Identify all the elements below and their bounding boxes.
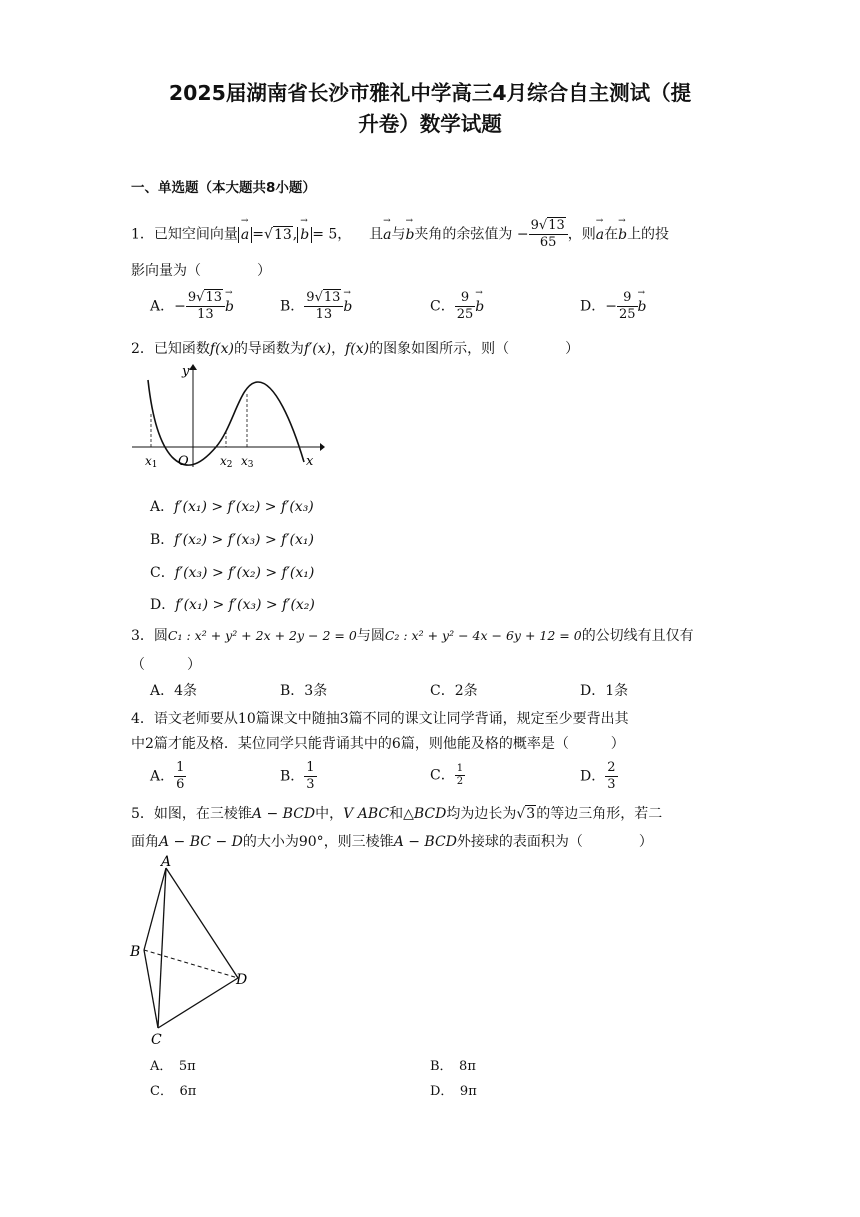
vector-a-2: → a	[383, 227, 391, 243]
x1-label-sub: 1	[151, 460, 158, 470]
x2-label-sub: 2	[226, 460, 233, 470]
vertex-d-label: D	[236, 972, 248, 988]
option-label: A．	[150, 499, 175, 515]
q3-text-c: 的公切线有且仅有	[581, 628, 694, 644]
frac-num: 2	[607, 760, 616, 775]
frac-den: 25	[618, 307, 636, 322]
q5-text-b: 中，	[315, 806, 344, 822]
q1-cos-den: 65	[539, 235, 557, 250]
vector-b: → b	[475, 299, 484, 315]
option-sign: −	[605, 298, 617, 315]
origin-label: O	[178, 454, 189, 469]
q5-text-g: 的大小为	[242, 834, 299, 850]
option-expr: f′(x₁) > f′(x₃) > f′(x₂)	[175, 597, 315, 613]
option-fraction	[455, 763, 465, 788]
page-title-line2: 升卷）数学试题	[358, 112, 502, 136]
q2-line1	[131, 338, 579, 358]
x-axis-label: x	[306, 454, 314, 469]
option-label: D．	[580, 768, 606, 785]
frac-coef: 9	[187, 290, 197, 305]
option-fraction: $\frac{9√13}{13}$	[304, 290, 343, 323]
q5-root3: 3	[526, 806, 536, 822]
q1-tail3: 上的投	[627, 226, 670, 243]
q5-triangle-bcd: △BCD	[403, 806, 447, 822]
q2-function-graph	[130, 362, 325, 470]
frac-num: 1	[176, 760, 185, 775]
frac-den: 25	[456, 307, 474, 322]
q3-option-c[interactable]: C．2条	[430, 683, 478, 699]
frac-num: 9	[617, 290, 638, 307]
q5-text-i: 外接球的表面积为（ ）	[456, 834, 653, 850]
q3-text-a: 3．圆	[131, 628, 168, 644]
q1-option-b[interactable]	[280, 290, 352, 323]
vertex-b-label: B	[130, 944, 141, 960]
q2-option-c[interactable]	[150, 562, 314, 582]
q5-option-c[interactable]: C． 6π	[150, 1084, 197, 1099]
function-curve	[148, 380, 304, 465]
q5-option-a[interactable]: A． 5π	[150, 1059, 196, 1074]
vector-b: → b	[638, 299, 647, 315]
q2-fx-2: f(x)	[345, 341, 370, 357]
x2-label-base: x	[220, 454, 227, 468]
q2-text-a: 2．已知函数	[131, 341, 210, 357]
q4-option-c[interactable]	[430, 763, 465, 788]
vector-b: → b	[225, 299, 234, 315]
q5-text-a: 5．如图，在三棱锥	[131, 806, 252, 822]
frac-den: 6	[176, 777, 185, 792]
x3-label-sub: 3	[247, 460, 254, 470]
x-axis-arrow	[320, 443, 325, 451]
q1-option-c[interactable]	[430, 290, 484, 323]
y-axis-label: y	[182, 364, 190, 379]
edge-bd-hidden	[144, 950, 238, 978]
q1-cos-coef: 9	[530, 218, 539, 233]
q2-fx: f(x)	[209, 341, 234, 357]
frac-coef: 9	[306, 290, 315, 305]
q5-pyramid-2: A − BCD	[393, 834, 457, 850]
q2-option-a[interactable]	[150, 496, 314, 516]
q5-line1: 5．如图，在三棱锥A − BCD中，V ABC和△BCD均为边长为√3的等边三角形，若二	[131, 806, 663, 822]
q1-cos-root: 13	[548, 218, 565, 233]
vertex-a-label: A	[161, 854, 172, 870]
x3-label	[241, 454, 254, 470]
q2-text-b: 的导函数为	[233, 341, 304, 357]
q3-option-b[interactable]: B．3条	[280, 683, 328, 699]
q1-option-d[interactable]	[580, 290, 646, 323]
q3-circle2: C₂ : x² + y² − 4x − 6y + 12 = 0	[384, 628, 582, 643]
q1-line2: 影向量为（ ）	[131, 263, 271, 279]
q1-eq2: = 5，	[312, 226, 352, 243]
q3-line1	[131, 625, 694, 645]
x2-label	[220, 454, 233, 470]
option-label: C．	[430, 767, 455, 784]
frac-den: 13	[315, 307, 333, 322]
option-fraction	[174, 760, 186, 793]
q2-text-c: ，	[331, 341, 346, 357]
frac-den: 3	[306, 777, 315, 792]
option-label: B．	[150, 532, 175, 548]
option-fraction: $\frac{9√13}{13}$	[186, 290, 225, 323]
option-expr: f′(x₁) > f′(x₂) > f′(x₃)	[174, 499, 314, 515]
option-fraction	[455, 290, 476, 323]
frac-root: 13	[323, 290, 341, 305]
q1-line1: 1．已知空间向量→ a =√13,→ b = 5， 且→ a与→ b夹角的余弦值为 − $\frac{9√13}{65}$ ，则→ a在→ b上的投	[131, 218, 669, 251]
frac-num: 1	[456, 763, 464, 774]
q5-option-b[interactable]: B． 8π	[430, 1059, 476, 1074]
q1-mid2: 与	[391, 226, 406, 243]
section-heading: 一、单选题（本大题共8小题）	[131, 180, 316, 196]
x1-label-base: x	[145, 454, 152, 468]
q1-comma: ,	[292, 226, 298, 243]
x3-label-base: x	[241, 454, 248, 468]
q5-text-f: 面角	[131, 834, 159, 850]
vector-b: → b	[343, 299, 352, 315]
q2-option-b[interactable]	[150, 529, 314, 549]
q3-circle1: C₁ : x² + y² + 2x + 2y − 2 = 0	[167, 628, 357, 643]
option-label: A．	[150, 768, 175, 785]
vector-a: → a	[241, 227, 249, 243]
q5-pyramid: A − BCD	[251, 806, 316, 822]
q5-pyramid-diagram	[128, 852, 258, 1047]
q1-tail1: ，则	[567, 226, 596, 243]
q3-option-d[interactable]: D．1条	[580, 683, 629, 699]
option-label: B．	[280, 768, 305, 785]
q3-option-a[interactable]: A．4条	[150, 683, 198, 699]
y-axis-arrow	[189, 364, 197, 370]
edge-bc	[144, 950, 158, 1028]
q5-text-d: 均为边长为	[446, 806, 517, 822]
frac-num: 9	[455, 290, 476, 307]
option-label: D．	[580, 298, 606, 315]
q1-mid1: 且	[369, 226, 384, 243]
x1-label	[145, 454, 158, 470]
option-label: C．	[150, 565, 175, 581]
q1-root13: 13	[273, 226, 292, 243]
q5-line2	[131, 831, 653, 851]
q1-prefix: 1．已知空间向量	[131, 226, 238, 243]
option-label: D．	[150, 597, 176, 613]
q4-option-d[interactable]	[580, 760, 618, 793]
option-label: C．	[430, 298, 455, 315]
vector-a-3: → a	[596, 227, 604, 243]
page-title-line1: 2025届湖南省长沙市雅礼中学高三4月综合自主测试（提	[168, 81, 692, 105]
frac-den: 13	[197, 307, 214, 322]
q5-option-d[interactable]: D． 9π	[430, 1084, 477, 1099]
option-fraction	[605, 760, 617, 793]
edge-ad	[166, 868, 238, 978]
q1-tail2: 在	[604, 226, 619, 243]
frac-root: 13	[205, 290, 222, 305]
option-fraction	[304, 760, 316, 793]
q1-cos-fraction: $\frac{9√13}{65}$	[529, 218, 568, 251]
frac-num: 1	[306, 760, 315, 775]
q2-option-d[interactable]	[150, 594, 315, 614]
edge-cd	[158, 978, 238, 1028]
q4-option-a[interactable]	[150, 760, 186, 793]
vector-b-2: → b	[405, 227, 414, 243]
q1-eq1: =	[252, 226, 265, 243]
vertex-c-label: C	[151, 1032, 162, 1047]
q5-degrees: 90°	[298, 834, 324, 850]
q1-abs-b	[297, 227, 312, 243]
option-sign: −	[174, 298, 186, 315]
vector-b: → b	[300, 227, 309, 243]
q3-text-b: 与圆	[356, 628, 385, 644]
option-fraction	[617, 290, 638, 323]
q4-line1: 4．语文老师要从10篇课文中随抽3篇不同的课文让同学背诵，规定至少要背出其	[131, 711, 629, 727]
q1-mid3: 夹角的余弦值为 −	[414, 226, 529, 243]
q4-line2: 中2篇才能及格．某位同学只能背诵其中的6篇，则他能及格的概率是（ ）	[131, 736, 625, 752]
q5-text-e: 的等边三角形，若二	[536, 806, 663, 822]
q5-dihedral: A − BC − D	[159, 834, 243, 850]
q4-option-b[interactable]	[280, 760, 317, 793]
q3-line2: （ ）	[131, 657, 201, 673]
q5-text-h: ，则三棱锥	[323, 834, 394, 850]
option-expr: f′(x₃) > f′(x₂) > f′(x₁)	[174, 565, 315, 581]
q2-fpx: f′(x)	[303, 341, 332, 357]
q5-text-c: 和	[389, 806, 404, 822]
option-label: A．	[150, 298, 175, 315]
option-expr: f′(x₂) > f′(x₃) > f′(x₁)	[174, 532, 314, 548]
q1-option-a[interactable]	[150, 290, 234, 323]
q2-text-d: 的图象如图所示，则（ ）	[369, 341, 580, 357]
q1-abs-a	[238, 227, 252, 243]
frac-den: 3	[607, 777, 616, 792]
q5-triangle-abc: V ABC	[343, 806, 390, 822]
option-label: B．	[280, 298, 305, 315]
vector-b-3: → b	[618, 227, 627, 243]
frac-den: 2	[456, 776, 464, 787]
